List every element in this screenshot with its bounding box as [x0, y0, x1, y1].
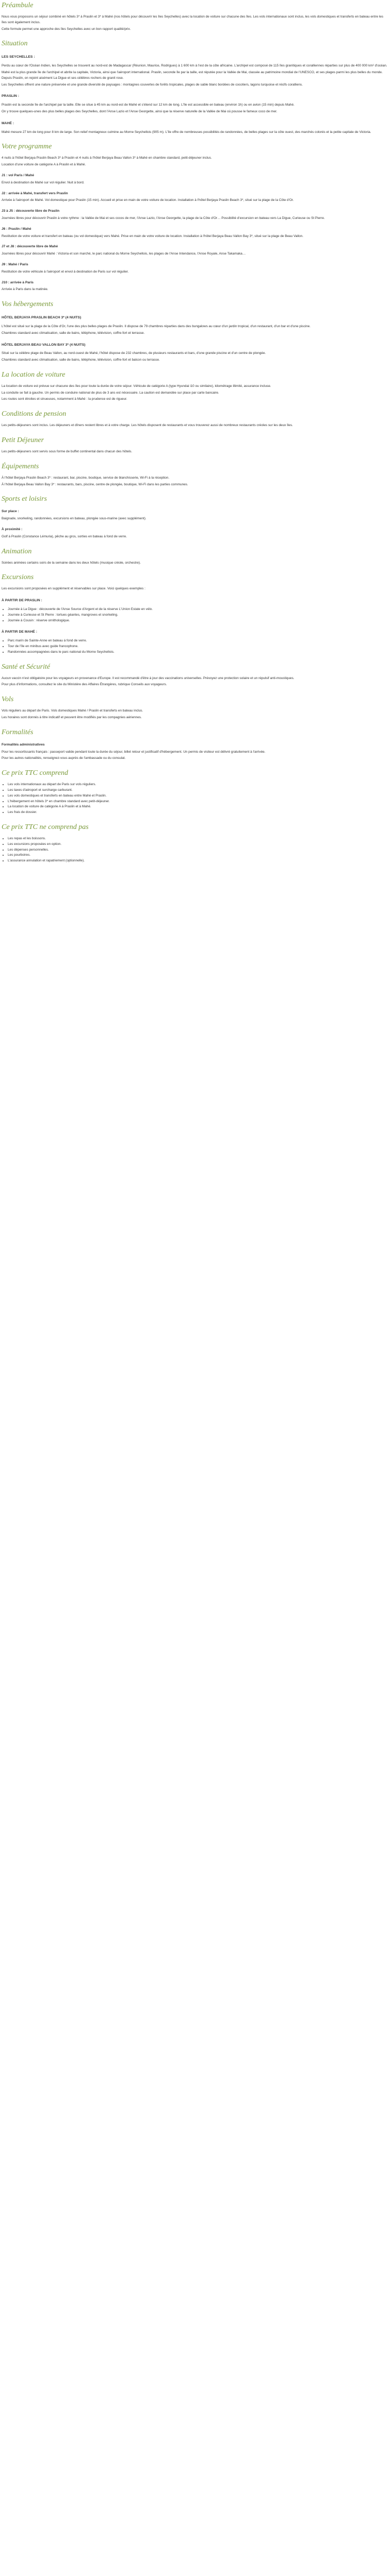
section-heading: Vos hébergements	[2, 300, 54, 309]
bullet-item: • Parc marin de Sainte-Anne en bateau à fond de verre.	[8, 638, 387, 644]
section-heading: Équipements	[2, 462, 39, 470]
paragraph: Les horaires sont donnés à titre indicatif et peuvent être modifiés par les compagnies aériennes.	[2, 716, 142, 720]
paragraph: Soirées animées certains soirs de la semaine dans les deux hôtels (musique créole, orchestre).	[2, 561, 141, 565]
paragraph: Praslin est la seconde île de l'archipel par la taille. Elle se situe à 45 km au nord-est de Mahé et s'étend sur 12 km de long. L'île est accessible en bateau (environ 1h) ou en avion (15 min) depuis Mahé.	[2, 103, 295, 107]
subheading: J1 : vol Paris / Mahé	[2, 173, 35, 177]
bullet-item: • Les frais de dossier.	[8, 810, 387, 816]
bullet-item: • Randonnées accompagnées dans le parc national du Morne Seychellois.	[8, 650, 387, 655]
paragraph: Vols réguliers au départ de Paris. Vols domestiques Mahé / Praslin et transferts en bateau inclus.	[2, 709, 143, 713]
paragraph: Pour plus d'informations, consultez le site du Ministère des Affaires Étrangères, rubrique Conseils aux voyageurs.	[2, 683, 167, 687]
section-heading: Formalités	[2, 728, 34, 736]
paragraph: 4 nuits à l'hôtel Berjaya Praslin Beach 3* à Praslin et 4 nuits à l'hôtel Berjaya Beau Vallon 3* à Mahé en chambre standard, petit-déjeuner inclus.	[2, 156, 212, 160]
bullet-item: • Les taxes d'aéroport et surcharge carburant.	[8, 788, 387, 793]
subheading: J7 et J8 : découverte libre de Mahé	[2, 245, 58, 249]
paragraph: Aucun vaccin n'est obligatoire pour les voyageurs en provenance d'Europe. Il est recommandé d'être à jour des vaccinations universelles. Prévoyez une protection solaire et un répulsif anti-moustiques.	[2, 676, 295, 680]
paragraph: Les excursions sont proposées en supplément et réservables sur place. Voici quelques exemples :	[2, 587, 145, 591]
paragraph: Les Seychelles offrent une nature préservée et une grande diversité de paysages : montagnes couvertes de forêts tropicales, plages de sable blanc bordées de cocotiers, lagons turquoise et récifs coralliens.	[2, 82, 303, 87]
section-heading: Préambule	[2, 2, 34, 9]
paragraph: L'hôtel est situé sur la plage de la Côte d'Or, l'une des plus belles plages de Praslin. Il dispose de 79 chambres réparties dans des bungalows au cœur d'un jardin tropical, d'un restaurant, d'un bar et d'une piscine.	[2, 324, 311, 328]
paragraph: Arrivée à Paris dans la matinée.	[2, 287, 48, 292]
paragraph: Restitution de votre véhicule à l'aéroport et envol à destination de Paris sur vol régulier.	[2, 269, 129, 274]
subheading: Formalités administratives	[2, 742, 45, 747]
bullet-list	[2, 638, 387, 655]
bullet-list	[2, 607, 387, 623]
paragraph: Location d'une voiture de catégorie A à Praslin et à Mahé.	[2, 163, 86, 167]
paragraph: Arrivée à l'aéroport de Mahé. Vol domestique pour Praslin (15 min). Accueil et prise en main de votre voiture de location. Installation à l'hôtel Berjaya Praslin Beach 3*, situé sur la plage de la Côte d'Or.	[2, 198, 294, 202]
paragraph: Chambres standard avec climatisation, salle de bains, téléphone, télévision, coffre-fort et terrasse.	[2, 331, 145, 335]
subheading: J6 : Praslin / Mahé	[2, 227, 31, 231]
paragraph: Mahé est la plus grande île de l'archipel et abrite la capitale, Victoria, ainsi que l'aéroport international. Praslin, seconde île par la taille, est réputée pour la Vallée de Mai, classée au patrimoine mondial de l'UNESCO, et ses plages parmi les plus belles du monde. Depuis Praslin, on rejoint aisément La Digue et ses célèbres rochers de granit rose.	[2, 70, 383, 80]
subheading: MAHÉ :	[2, 121, 14, 125]
bullet-item: • Journée à La Digue : découverte de l'Anse Source d'Argent et de la réserve L'Union Estate en vélo.	[8, 607, 387, 613]
section-heading: Sports et loisirs	[2, 495, 47, 503]
subheading: À PARTIR DE MAHÉ :	[2, 630, 37, 634]
paragraph: Journées libres pour découvrir Mahé : Victoria et son marché, le parc national du Morne Seychellois, les plages de l'Anse Intendance, l'Anse Royale, Anse Takamaka…	[2, 252, 246, 256]
section-heading: La location de voiture	[2, 370, 66, 379]
subheading: LES SEYCHELLES :	[2, 55, 35, 59]
paragraph: À l'hôtel Berjaya Beau Vallon Bay 3* : restaurants, bars, piscine, centre de plongée, boutique, Wi-Fi dans les parties communes.	[2, 482, 188, 486]
paragraph: Baignade, snorkeling, randonnées, excursions en bateau, plongée sous-marine (avec supplément).	[2, 517, 146, 521]
bullet-item: • La location de voiture de catégorie A à Praslin et à Mahé.	[8, 804, 387, 810]
paragraph: Mahé mesure 27 km de long pour 8 km de large. Son relief montagneux culmine au Morne Seychellois (905 m). L'île offre de nombreuses possibilités de randonnées, de belles plages sur la côte ouest, des marchés colorés et la petite capitale de Victoria.	[2, 130, 371, 134]
subheading: À proximité :	[2, 528, 23, 532]
subheading: J3 à J5 : découverte libre de Praslin	[2, 209, 60, 213]
paragraph: La conduite se fait à gauche. Un permis de conduire national de plus de 3 ans est nécessaire. La caution est demandée sur place par carte bancaire.	[2, 391, 219, 395]
subheading: J2 : arrivée à Mahé, transfert vers Praslin	[2, 191, 68, 195]
bullet-list	[2, 782, 387, 816]
section-heading: Excursions	[2, 573, 34, 582]
bullet-item: • Les dépenses personnelles.	[8, 848, 387, 853]
bullet-item: • L'hébergement en hôtels 3* en chambre standard avec petit-déjeuner.	[8, 799, 387, 805]
paragraph: Situé sur la célèbre plage de Beau Vallon, au nord-ouest de Mahé, l'hôtel dispose de 232 chambres, de plusieurs restaurants et bars, d'une grande piscine et d'un centre de plongée.	[2, 351, 266, 355]
bullet-item: • Journée à Cousin : réserve ornithologique.	[8, 618, 387, 624]
paragraph: Les petits-déjeuners sont servis sous forme de buffet continental dans chacun des hôtels.	[2, 450, 133, 454]
trip-document	[2, 1, 387, 867]
section-heading: Ce prix TTC comprend	[2, 769, 68, 777]
paragraph: Cette formule permet une approche des îles Seychelles avec un bon rapport qualité/prix.	[2, 27, 131, 31]
section-heading: Conditions de pension	[2, 410, 67, 418]
bullet-item: • Les vols domestiques et transferts en bateau entre Mahé et Praslin.	[8, 793, 387, 799]
paragraph: À l'hôtel Berjaya Praslin Beach 3* : restaurant, bar, piscine, boutique, service de blanchisserie, Wi-Fi à la réception.	[2, 476, 170, 480]
section-heading: Santé et Sécurité	[2, 663, 51, 671]
subheading: À PARTIR DE PRASLIN :	[2, 599, 42, 603]
subheading: Sur place :	[2, 510, 19, 514]
paragraph: Golf à Praslin (Constance Lémuria), pêche au gros, sorties en bateau à fond de verre.	[2, 534, 127, 538]
subheading: HÔTEL BERJAYA PRASLIN BEACH 3* (4 NUITS)	[2, 316, 82, 320]
bullet-item: • Journée à Curieuse et St Pierre : tortues géantes, mangroves et snorkeling.	[8, 613, 387, 618]
subheading: HÔTEL BERJAYA BEAU VALLON BAY 3* (4 NUITS)	[2, 343, 86, 347]
bullet-item: • L'assurance annulation et rapatriement (optionnelle).	[8, 858, 387, 864]
bullet-item: • Les excursions proposées en option.	[8, 842, 387, 848]
paragraph: Journées libres pour découvrir Praslin à votre rythme : la Vallée de Mai et ses cocos de mer, l'Anse Lazio, l'Anse Georgette, la plage de la Côte d'Or… Possibilité d'excursion en bateau vers La Digue, Curieuse ou St Pierre.	[2, 216, 325, 220]
paragraph: Chambres standard avec climatisation, salle de bains, téléphone, télévision, coffre-fort et balcon ou terrasse.	[2, 358, 160, 362]
paragraph: Les petits-déjeuners sont inclus. Les déjeuners et dîners restent libres et à votre charge. Les hôtels disposent de restaurants et vous trouverez aussi de nombreux restaurants créoles sur les deux îles.	[2, 423, 293, 428]
subheading: J9 : Mahé / Paris	[2, 262, 28, 266]
bullet-item: • Tour de l'île en minibus avec guide francophone.	[8, 644, 387, 650]
paragraph: Envol à destination de Mahé sur vol régulier. Nuit à bord.	[2, 180, 85, 184]
paragraph: Pour les ressortissants français : passeport valide pendant toute la durée du séjour, billet retour et justificatif d'hébergement. Un permis de visiteur est délivré gratuitement à l'arrivée.	[2, 750, 266, 754]
paragraph: On y trouve quelques-unes des plus belles plages des Seychelles, dont l'Anse Lazio et l'Anse Georgette, ainsi que la réserve naturelle de la Vallée de Mai où pousse le fameux coco de mer.	[2, 109, 278, 113]
bullet-item: • Les vols internationaux au départ de Paris sur vols réguliers.	[8, 782, 387, 788]
subheading: PRASLIN :	[2, 94, 19, 98]
bullet-item: • Les repas et les boissons.	[8, 836, 387, 842]
section-heading: Petit Déjeuner	[2, 436, 44, 445]
paragraph: Les routes sont étroites et sinueuses, notamment à Mahé : la prudence est de rigueur.	[2, 397, 127, 401]
subheading: J10 : arrivée à Paris	[2, 280, 34, 284]
paragraph: Perdu au cœur de l'Océan Indien, les Seychelles se trouvent au nord-est de Madagascar (Réunion, Maurice, Rodrigues) à 1 600 km à l'est de la côte africaine. L'archipel est composé de 115 îles granitiques et coralliennes réparties sur plus de 400 000 km² d'océan.	[2, 64, 387, 68]
bullet-item: • Les pourboires.	[8, 853, 387, 858]
section-heading: Ce prix TTC ne comprend pas	[2, 823, 89, 831]
paragraph: Pour les autres nationalités, renseignez-vous auprès de l'ambassade ou du consulat.	[2, 756, 126, 760]
section-heading: Animation	[2, 547, 32, 555]
paragraph: Restitution de votre voiture et transfert en bateau (ou vol domestique) vers Mahé. Prise en main de votre voiture de location. Installation à l'hôtel Berjaya Beau Vallon Bay 3*, situé sur la plage de Beau Vallon.	[2, 234, 303, 238]
section-heading: Votre programme	[2, 143, 52, 151]
paragraph: Nous vous proposons un séjour combiné en hôtels 3* à Praslin et 3* à Mahé (nos hôtels pour découvrir les îles Seychelles) avec la location de voiture sur chacune des îles. Les vols internationaux sont inclus, les vols domestiques et transferts en bateau entre les îles sont également inclus.	[2, 15, 383, 24]
section-heading: Situation	[2, 40, 28, 48]
section-heading: Vols	[2, 696, 14, 704]
paragraph: La location de voiture est prévue sur chacune des îles pour toute la durée de votre séjour. Véhicule de catégorie A (type Hyundai i10 ou similaire), kilométrage illimité, assurance incluse.	[2, 384, 271, 388]
bullet-list	[2, 836, 387, 864]
